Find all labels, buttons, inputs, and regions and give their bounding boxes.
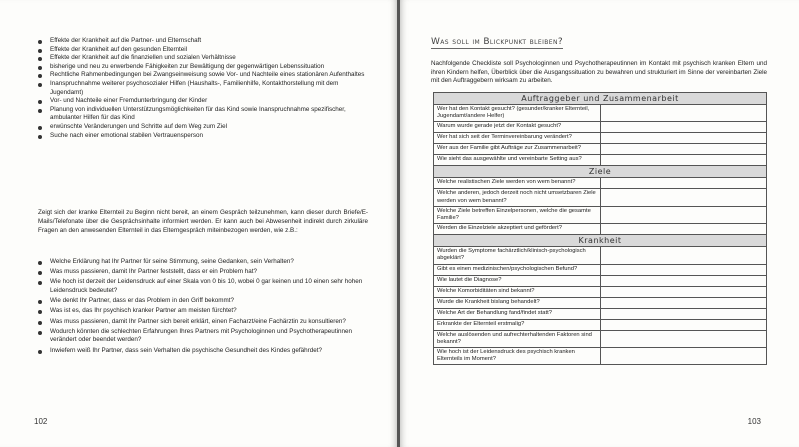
question-cell: Wurden die Symptome fachärztlich/klinisch-psychologisch abgeklärt?: [434, 247, 601, 264]
table-row: [434, 319, 767, 330]
question-cell: Wie hoch ist der Leidensdruck des psychisch kranken Elternteils im Moment?: [434, 348, 601, 365]
list-item: Wodurch könnten die schlechten Erfahrungen Ihres Partners mit Psychologinnen und Psychotherapeutinnen verändert oder beendet werden?: [38, 328, 368, 345]
list-item: Planung von individuellen Unterstützungsmöglichkeiten für das Kind sowie Inanspruchnahme spezifischer, ambulanter Hilfen für das Kind: [38, 106, 368, 123]
table-row: [434, 133, 767, 144]
list-item: Was muss passieren, damit Ihr Partner feststellt, dass er ein Problem hat?: [38, 268, 368, 277]
question-cell: Wie sieht das ausgewählte und vereinbarte Setting aus?: [434, 155, 601, 166]
answer-cell[interactable]: [600, 178, 767, 189]
table-row: [434, 144, 767, 155]
list-item: Wie denkt Ihr Partner, dass er das Problem in den Griff bekommt?: [38, 297, 368, 306]
question-cell: Welche Ziele betreffen Einzelpersonen, welche die gesamte Familie?: [434, 206, 601, 223]
list-item: Inwiefern weiß Ihr Partner, dass sein Verhalten die psychische Gesundheit des Kindes gefährdet?: [38, 347, 368, 356]
list-item: Effekte der Krankheit auf die finanziellen und sozialen Verhältnisse: [38, 54, 368, 63]
question-cell: Werden die Einzelziele akzeptiert und gefördert?: [434, 224, 601, 235]
left-page: [0, 0, 397, 447]
answer-cell[interactable]: [600, 144, 767, 155]
body-paragraph: Zeigt sich der kranke Elternteil zu Beginn nicht bereit, an einem Gespräch teilzunehmen, kann dieser durch Briefe/E-Mails/Telefonate über die Gesprächsinhalte informiert werden. Er kann auch bei Abwesenheit indirekt durch zirkuläre Fragen an den anwesenden Elternteil in das Elterngespräch miteinbezogen werden, wie z.B.:: [38, 209, 368, 234]
answer-cell[interactable]: [600, 189, 767, 206]
table-row: [434, 247, 767, 264]
answer-cell[interactable]: [600, 105, 767, 122]
page-number-left: 102: [34, 417, 48, 426]
list-item: Suche nach einer emotional stabilen Vertrauensperson: [38, 132, 368, 141]
answer-cell[interactable]: [600, 247, 767, 264]
answer-cell[interactable]: [600, 155, 767, 166]
section-header-row: [434, 235, 767, 247]
answer-cell[interactable]: [600, 206, 767, 223]
answer-cell[interactable]: [600, 330, 767, 347]
list-item: Rechtliche Rahmenbedingungen bei Zwangseinweisung sowie Vor- und Nachteile eines stationären Aufenthaltes: [38, 71, 368, 80]
list-item: Was ist es, das Ihr psychisch kranker Partner am meisten fürchtet?: [38, 307, 368, 316]
intro-paragraph: Nachfolgende Checkliste soll Psychologinnen und Psychotherapeutinnen im Kontakt mit psychisch kranken Eltern und ihren Kindern helfen, Überblick über die Ausgangssituation zu bewahren und strukturiert im Sinne der vereinbarten Ziele mit den Auftraggebern wirksam zu arbeiten.: [431, 60, 767, 85]
table-row: [434, 330, 767, 347]
answer-cell[interactable]: [600, 319, 767, 330]
answer-cell[interactable]: [600, 264, 767, 275]
list-item: Effekte der Krankheit auf den gesunden Elternteil: [38, 46, 368, 55]
question-cell: Welche anderen, jedoch derzeit noch nicht umsetzbaren Ziele werden von wem benannt?: [434, 189, 601, 206]
table-row: [434, 178, 767, 189]
table-row: [434, 105, 767, 122]
question-cell: Wer hat den Kontakt gesucht? (gesunder/kranker Elternteil, Jugendamt/andere Helfer): [434, 105, 601, 122]
table-row: [434, 297, 767, 308]
list-item: bisherige und neu zu erwerbende Fähigkeiten zur Bewältigung der gegenwärtigen Lebenssituation: [38, 63, 368, 72]
table-row: [434, 275, 767, 286]
table-row: [434, 264, 767, 275]
question-cell: Warum wurde gerade jetzt der Kontakt gesucht?: [434, 122, 601, 133]
list-item: erwünschte Veränderungen und Schritte auf dem Weg zum Ziel: [38, 123, 368, 132]
right-page: [400, 0, 799, 447]
table-row: [434, 122, 767, 133]
answer-cell[interactable]: [600, 348, 767, 365]
table-row: [434, 206, 767, 223]
list-item: Wie hoch ist derzeit der Leidensdruck auf einer Skala von 0 bis 10, wobei 0 gar keinen und 10 einen sehr hohen Leidensdruck bedeutet?: [38, 278, 368, 295]
checklist-table: [433, 92, 767, 365]
list-item: Effekte der Krankheit auf die Partner- und Elternschaft: [38, 37, 368, 46]
list-item: Vor- und Nachteile einer Fremdunterbringung der Kinder: [38, 97, 368, 106]
answer-cell[interactable]: [600, 122, 767, 133]
page-number-right: 103: [747, 417, 761, 426]
section-title: Krankheit: [434, 235, 767, 247]
table-row: [434, 155, 767, 166]
question-cell: Wurde die Krankheit bislang behandelt?: [434, 297, 601, 308]
list-item: Inanspruchnahme weiterer psychosozialer Hilfen (Haushalts-, Familienhilfe, Kontakthorstellung mit dem Jugendamt): [38, 80, 368, 97]
table-row: [434, 189, 767, 206]
answer-cell[interactable]: [600, 308, 767, 319]
question-cell: Wer aus der Familie gibt Aufträge zur Zusammenarbeit?: [434, 144, 601, 155]
question-cell: Welche Art der Behandlung fand/findet statt?: [434, 308, 601, 319]
question-cell: Wer hat sich seit der Terminvereinbarung verändert?: [434, 133, 601, 144]
section-header-row: [434, 93, 767, 105]
section-heading: Was soll im Blickpunkt bleiben?: [431, 37, 564, 47]
section-title: Ziele: [434, 166, 767, 178]
list-item: Welche Erklärung hat Ihr Partner für seine Stimmung, seine Gedanken, sein Verhalten?: [38, 258, 368, 267]
section-header-row: [434, 166, 767, 178]
table-row: [434, 224, 767, 235]
answer-cell[interactable]: [600, 275, 767, 286]
question-cell: Welche Komorbiditäten sind bekannt?: [434, 286, 601, 297]
table-row: [434, 286, 767, 297]
answer-cell[interactable]: [600, 297, 767, 308]
question-cell: Gibt es einen medizinischen/psychologischen Befund?: [434, 264, 601, 275]
section-title: Auftraggeber und Zusammenarbeit: [434, 93, 767, 105]
question-cell: Wie lautet die Diagnose?: [434, 275, 601, 286]
question-cell: Erkrankte der Elternteil erstmalig?: [434, 319, 601, 330]
question-cell: Welche auslösenden und aufrechterhaltenden Faktoren sind bekannt?: [434, 330, 601, 347]
circular-questions-list: [38, 258, 368, 357]
answer-cell[interactable]: [600, 286, 767, 297]
answer-cell[interactable]: [600, 133, 767, 144]
list-item: Was muss passieren, damit Ihr Partner sich bereit erklärt, einen Facharzt/eine Fachärztin zu konsultieren?: [38, 318, 368, 327]
table-row: [434, 308, 767, 319]
topic-bullet-list: [38, 37, 368, 140]
question-cell: Welche realistischen Ziele werden von wem benannt?: [434, 178, 601, 189]
table-row: [434, 348, 767, 365]
answer-cell[interactable]: [600, 224, 767, 235]
